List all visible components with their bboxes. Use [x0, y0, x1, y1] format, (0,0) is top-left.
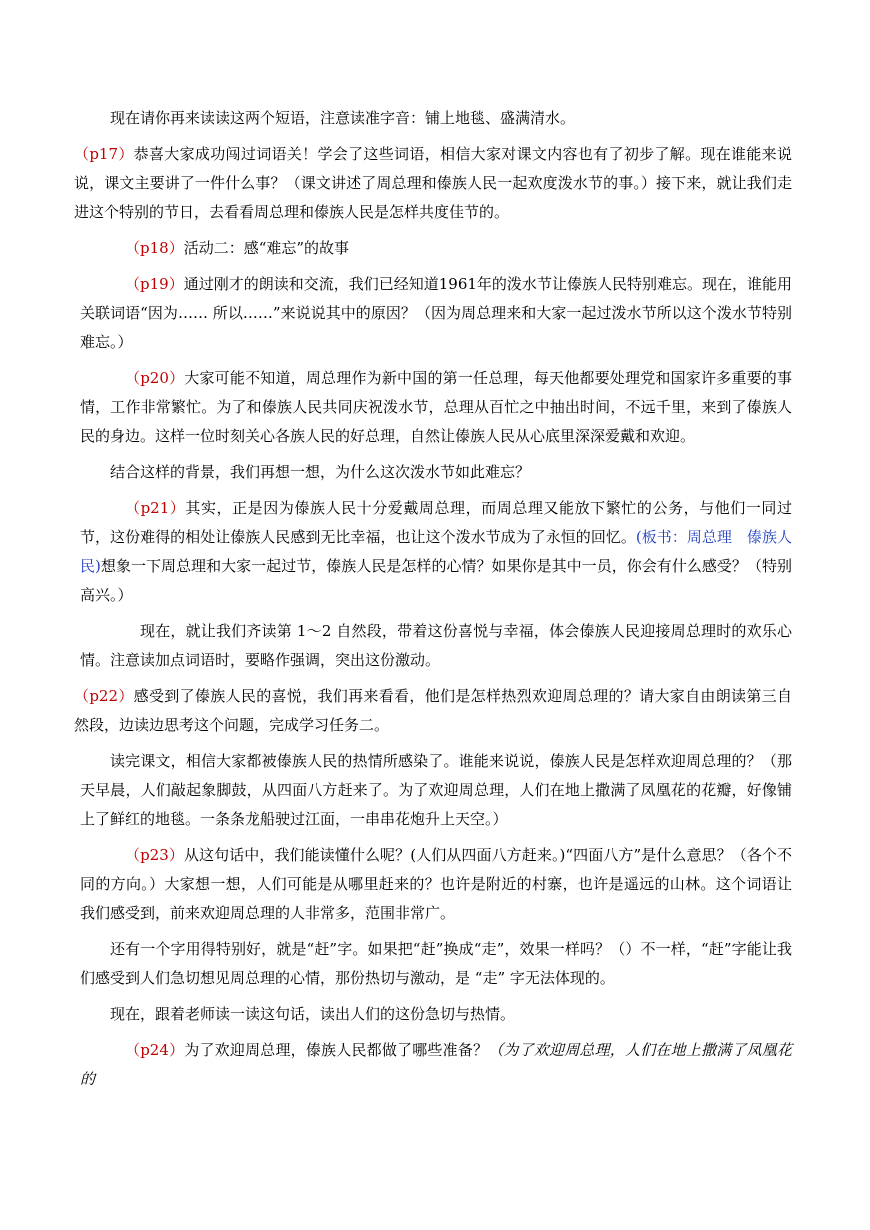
paragraph-p22: [74, 682, 792, 740]
paragraph-text: 从这句话中，我们能读懂什么呢？(人们从四面八方赶来。)“四面八方”是什么意思？（各个不同的方向。）大家想一想，人们可能是从哪里赶来的？也许是附近的村寨，也许是遥远的山林。这个词语让我们感受到，前来欢迎周总理的人非常多，范围非常广。: [80, 846, 792, 922]
paragraph-p24: [80, 1036, 792, 1094]
paragraph-text-continued: 想象一下周总理和大家一起过节，傣族人民是怎样的心情？如果你是其中一员，你会有什么感受？（特别高兴。）: [80, 557, 792, 604]
paragraph-p21: [80, 494, 792, 610]
activity-heading: 活动二：感“难忘”的故事: [183, 239, 350, 257]
paragraph-text: 还有一个字用得特别好，就是“赶”字。如果把“赶”换成“走”，效果一样吗？（）不一样，“赶”字能让我们感受到人们急切想见周总理的心情，那份热切与激动，是 “走” 字无法体现的。: [80, 940, 792, 987]
paragraph-text: 大家可能不知道，周总理作为新中国的第一任总理，每天他都要处理党和国家许多重要的事情，工作非常繁忙。为了和傣族人民共同庆祝泼水节，总理从百忙之中抽出时间，不远千里，来到了傣族人民的身边。这样一位时刻关心各族人民的好总理，自然让傣族人民从心底里深深爱戴和欢迎。: [80, 369, 792, 445]
paragraph-text: 读完课文，相信大家都被傣族人民的热情所感染了。谁能来说说，傣族人民是怎样欢迎周总理的？（那天早晨，人们敲起象脚鼓，从四面八方赶来了。为了欢迎周总理，人们在地上撒满了凤凰花的花瓣，好像铺上了鲜红的地毯。一条条龙船驶过江面，一串串花炮升上天空。）: [80, 752, 792, 828]
paragraph-background: [80, 458, 792, 487]
slide-tag: （p21）: [125, 499, 186, 517]
paragraph-p23: [80, 841, 792, 928]
document-page: [74, 104, 792, 1101]
paragraph-follow-read: [80, 1000, 792, 1029]
paragraph-p17: [74, 140, 792, 227]
paragraph-text: 现在，就让我们齐读第 1～2 自然段，带着这份喜悦与幸福，体会傣族人民迎接周总理时的欢乐心情。注意读加点词语时，要略作强调，突出这份激动。: [80, 622, 792, 669]
paragraph-p18: [80, 234, 792, 263]
slide-tag: （p19）: [125, 275, 184, 293]
answer-quote: （为了欢迎周总理，人们在地上撒满了凤凰花的: [80, 1041, 792, 1088]
slide-tag: （p22）: [74, 687, 134, 705]
blackboard-note: (板书：周总理 傣族人民): [80, 528, 792, 575]
paragraph-intro: [80, 104, 792, 133]
paragraph-text: 其实，正是因为傣族人民十分爱戴周总理，而周总理又能放下繁忙的公务，与他们一同过节，这份难得的相处让傣族人民感到无比幸福，也让这个泼水节成为了永恒的回忆。: [80, 499, 792, 546]
slide-tag: （p17）: [74, 145, 134, 163]
slide-tag: （p24）: [125, 1041, 185, 1059]
paragraph-p19: [80, 270, 792, 357]
paragraph-p20: [80, 364, 792, 451]
paragraph-text: 感受到了傣族人民的喜悦，我们再来看看，他们是怎样热烈欢迎周总理的？请大家自由朗读第三自然段，边读边思考这个问题，完成学习任务二。: [74, 687, 792, 734]
slide-tag: （p20）: [125, 369, 185, 387]
slide-tag: （p23）: [125, 846, 184, 864]
paragraph-text: 通过刚才的朗读和交流，我们已经知道1961年的泼水节让傣族人民特别难忘。现在，谁能用关联词语“因为…… 所以……”来说说其中的原因？（因为周总理来和大家一起过泼水节所以这个泼水节特别难忘。）: [80, 275, 792, 351]
paragraph-text: 现在，跟着老师读一读这句话，读出人们的这份急切与热情。: [110, 1005, 516, 1023]
paragraph-text: 为了欢迎周总理，傣族人民都做了哪些准备？: [184, 1041, 489, 1059]
paragraph-text: 现在请你再来读读这两个短语，注意读准字音：铺上地毯、盛满清水。: [110, 109, 576, 127]
paragraph-text: 恭喜大家成功闯过词语关！学会了这些词语，相信大家对课文内容也有了初步了解。现在谁能来说说，课文主要讲了一件什么事？（课文讲述了周总理和傣族人民一起欢度泼水节的事。）接下来，就让我们走进这个特别的节日，去看看周总理和傣族人民是怎样共度佳节的。: [74, 145, 792, 221]
paragraph-text: 结合这样的背景，我们再想一想，为什么这次泼水节如此难忘？: [110, 463, 531, 481]
paragraph-gan-word: [80, 935, 792, 993]
paragraph-welcome: [80, 747, 792, 834]
paragraph-read-together: [80, 617, 792, 675]
slide-tag: （p18）: [125, 239, 184, 257]
